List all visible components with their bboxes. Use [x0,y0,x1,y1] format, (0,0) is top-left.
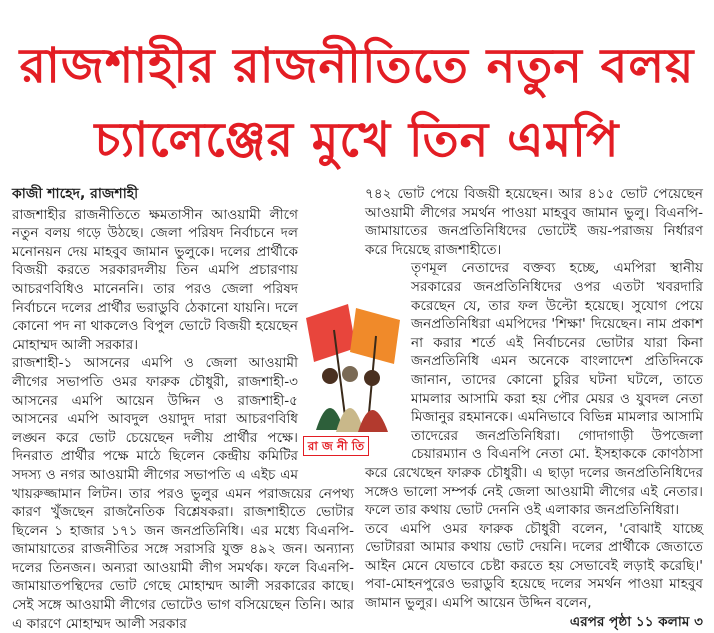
right-paragraph: তৃণমূল নেতাদের বক্তব্য হচ্ছে, এমপিরা স্থানীয় সরকারের জনপ্রতিনিধিদের ওপর এতটা খবরদারি করেছেন যে, তার ফল উল্টো হয়েছে। সুযোগ পেয়ে জনপ্রতিনিধিরা এমপিদের 'শিক্ষা' দিয়েছেন। নাম প্রকাশ না করার শর্তে এই নির্বাচনের ভোটার যারা কিনা জনপ্রতিনিধি এমন অনেকে বাংলাদেশ প্রতিদিনকে জানান, তাদের কোনো চুরির ঘটনা ঘটলে, তাতে মামলার আসামি করা হয় পৌর মেয়র ও যুবদল নেতা মিজানুর রহমানকে। এমনিভাবে বিভিন্ন মামলার আসামি তাদেরের জনপ্রতিনিধিরা। গোদাগাড়ী উপজেলা চেয়ারম্যান ও বিএনপি নেতা মো. ইসহাককে কোণঠাসা করে রেখেছেন ফারুক চৌধুরী। এ ছাড়া দলের জনপ্রতিনিধিদের সঙ্গেও ভালো সম্পর্ক নেই জেলা আওয়ামী লীগের এই নেতার। ফলে তার কথায় ভোট দেননি ওই এলাকার জনপ্রতিনিধিরা। [365,260,703,519]
byline: কাজী শাহেদ, রাজশাহী [12,186,139,202]
continued-jump-line: এরপর পৃষ্ঠা ১১ কলাম ৩ [569,613,703,630]
left-paragraph: রাজশাহী-১ আসনের এমপি ও জেলা আওয়ামী লীগের সভাপতি ওমর ফারুক চৌধুরী, রাজশাহী-৩ আসনের এমপি আয়েন উদ্দিন ও রাজশাহী-৫ আসনের এমপি আবদুল ওয়াদুদ দারা আচরণবিধি লঙ্ঘন করে ভোট চেয়েছেন দলীয় প্রার্থীর পক্ষে। দিনরাত প্রার্থীর পক্ষে মাঠে ছিলেন কেন্দ্রীয় কমিটির সদস্য ও নগর আওয়ামী লীগের সভাপতি এ এইচ এম খায়রুজ্জামান লিটন। তার পরও ভুলুর এমন পরাজয়ের নেপথ্য কারণ খুঁজছেন রাজনৈতিক বিশ্লেষকরা। রাজশাহীতে ভোটার ছিলেন ১ হাজার ১৭১ জন জনপ্রতিনিধি। এর মধ্যে বিএনপি-জামায়াতের রাজনীতির সঙ্গে সরাসরি যুক্ত ৪৯২ জন। অন্যান্য দলের তিনজন। অন্যরা আওয়ামী লীগ সমর্থক। ফলে বিএনপি-জামায়াতপন্থিদের ভোট গেছে মোহাম্মদ আলী সরকারের কাছে। সেই সঙ্গে আওয়ামী লীগের ভোটেও ভাগ বসিয়েছেন তিনি। আর এ কারণে মোহাম্মদ আলী সরকার [12,355,354,632]
right-paragraph: ৭৪২ ভোট পেয়ে বিজয়ী হয়েছেন। আর ৪১৫ ভোট পেয়েছেন আওয়ামী লীগের সমর্থন পাওয়া মাহবুব জামান ভুলু। বিএনপি-জামায়াতের জনপ্রতিনিধিদের ভোটেই জয়-পরাজয় নির্ধারণ করে দিয়েছে রাজশাহীতে। [365,186,703,258]
headline-line-2: চ্যালেঞ্জের মুখে তিন এমপি [94,112,620,168]
section-tag: রা জ নী তি [303,436,369,456]
left-paragraph: রাজশাহীর রাজনীতিতে ক্ষমতাসীন আওয়ামী লীগে নতুন বলয় গড়ে উঠছে। জেলা পরিষদ নির্বাচনে দল মনোনয়ন দেয় মাহবুব জামান ভুলুকে। দলের প্রার্থীকে বিজয়ী করতে সরকারদলীয় তিন এমপি প্রচারণায় আচরণবিধিও মানেননি। তার পরও জেলা পরিষদ নির্বাচনে দলের প্রার্থীর ভরাডুবি ঠেকানো যায়নি। দলে কোনো পদ না থাকলেও বিপুল ভোটে বিজয়ী হয়েছেন মোহাম্মদ আলী সরকার। [12,206,298,353]
headline-line-1: রাজশাহীর রাজনীতিতে নতুন বলয় [19,38,695,94]
right-paragraph: তবে এমপি ওমর ফারুক চৌধুরী বলেন, 'বোঝাই যাচ্ছে ভোটাররা আমার কথায় ভোট দেয়নি। দলের প্রার্থীকে জেতাতে আইন মেনে যেভাবে চেষ্টা করতে হয় সেভাবেই লড়াই করেছি।' পবা-মোহনপুরেও ভরাডুবি হয়েছে দলের সমর্থন পাওয়া মাহবুব জামান ভুলুর। এমপি আয়েন উদ্দিন বলেন, [365,520,703,612]
protest-illustration [300,300,410,458]
right-column [365,185,703,631]
protest-illustration-graphic [300,300,410,458]
